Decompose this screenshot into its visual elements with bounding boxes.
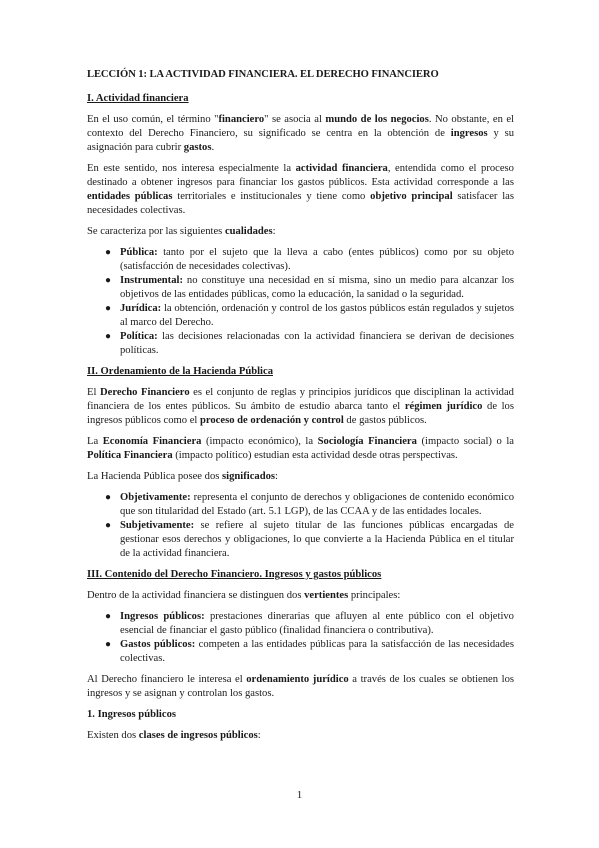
- list-item: [87, 302, 514, 330]
- bold-text: Derecho Financiero: [99, 387, 190, 398]
- bold-text: régimen jurídico: [404, 401, 483, 412]
- paragraph: [87, 225, 514, 239]
- bullet-term: Objetivamente:: [120, 492, 191, 503]
- paragraph: [87, 589, 514, 603]
- bullet-icon: ●: [105, 275, 112, 286]
- bullet-icon: ●: [105, 303, 112, 314]
- paragraph: [87, 435, 514, 463]
- paragraph: [87, 673, 514, 701]
- paragraph: [87, 386, 514, 428]
- section-heading-3: III. Contenido del Derecho Financiero. Ingresos y gastos públicos: [87, 569, 382, 580]
- bold-text: clases de ingresos públicos: [138, 730, 258, 741]
- text: (impacto social) o la: [416, 436, 514, 447]
- bullet-list: [87, 491, 514, 561]
- bold-text: gastos: [183, 142, 212, 153]
- text: satisfacer las necesidades colectivas.: [87, 191, 514, 216]
- bullet-text: prestaciones dinerarias que afluyen al ente público con el objetivo esencial de financiar el gasto público (finalidad financiera o contributiva).: [120, 611, 514, 636]
- text: .: [211, 142, 215, 153]
- text: territoriales e institucionales y tiene como: [172, 191, 371, 202]
- bullet-icon: ●: [105, 331, 112, 342]
- section-heading-1: I. Actividad financiera: [87, 93, 189, 104]
- bold-text: Política Financiera: [87, 450, 173, 461]
- text: En este sentido, nos interesa especialmente la: [87, 163, 296, 174]
- text: Dentro de la actividad financiera se distinguen dos: [87, 590, 305, 601]
- bullet-text: no constituye una necesidad en sí misma, sino un medio para alcanzar los objetivos de las entidades públicas, como la educación, la sanidad o la seguridad.: [120, 275, 514, 300]
- text: La Hacienda Pública posee dos: [87, 471, 223, 482]
- text: El: [87, 387, 100, 398]
- bold-text: financiero: [218, 114, 265, 125]
- bullet-term: Subjetivamente:: [120, 520, 195, 531]
- list-item: [87, 610, 514, 638]
- bold-text: mundo de los negocios: [325, 114, 429, 125]
- text: :: [272, 226, 276, 237]
- bold-text: Economía Financiera: [102, 436, 202, 447]
- bullet-text: las decisiones relacionadas con la actividad financiera se derivan de decisiones políticas.: [120, 331, 514, 356]
- paragraph: [87, 162, 514, 218]
- bullet-term: Política:: [120, 331, 158, 342]
- text: de gastos públicos.: [343, 415, 427, 426]
- bullet-text: competen a las entidades públicas para la satisfacción de las necesidades colectivas.: [120, 639, 514, 664]
- text: principales:: [348, 590, 401, 601]
- list-item: [87, 274, 514, 302]
- bold-text: ordenamiento jurídico: [246, 674, 349, 685]
- text: Existen dos: [87, 730, 139, 741]
- text: . No obstante, en el contexto del Derecho Financiero, su significado se centra en la obtención de: [87, 114, 514, 139]
- bold-text: actividad financiera: [295, 163, 388, 174]
- page-content: [87, 68, 514, 750]
- list-item: [87, 330, 514, 358]
- bullet-list: [87, 610, 514, 666]
- text: (impacto económico), la: [201, 436, 318, 447]
- bold-text: cualidades: [224, 226, 273, 237]
- bullet-icon: ●: [105, 611, 112, 622]
- text: :: [275, 471, 278, 482]
- bold-text: objetivo principal: [370, 191, 453, 202]
- text: a través de los cuales se obtienen los ingresos y se asignan y controlan los gastos.: [87, 674, 514, 699]
- text: (impacto político) estudian esta actividad desde otras perspectivas.: [172, 450, 458, 461]
- list-item: [87, 491, 514, 519]
- text: de los ingresos públicos como el: [87, 401, 514, 426]
- bold-text: ingresos: [450, 128, 488, 139]
- paragraph: [87, 113, 514, 155]
- bullet-term: Ingresos públicos:: [120, 611, 205, 622]
- lesson-title: LECCIÓN 1: LA ACTIVIDAD FINANCIERA. EL DERECHO FINANCIERO: [87, 69, 439, 80]
- text: :: [257, 730, 261, 741]
- list-item: [87, 519, 514, 561]
- paragraph: [87, 470, 514, 484]
- bold-text: entidades públicas: [87, 191, 173, 202]
- bullet-icon: ●: [105, 492, 112, 503]
- section-heading-2: II. Ordenamiento de la Hacienda Pública: [87, 366, 273, 377]
- paragraph: [87, 729, 514, 743]
- bullet-term: Pública:: [120, 247, 158, 258]
- text: , entendida como el proceso destinado a obtener ingresos para financiar los gastos públicos. Esta actividad corresponde a las: [87, 163, 514, 188]
- bullet-term: Jurídica:: [120, 303, 162, 314]
- bold-text: vertientes: [304, 590, 349, 601]
- text: En el uso común, el término ": [87, 114, 219, 125]
- bullet-text: tanto por el sujeto que la lleva a cabo (entes públicos) como por su objeto (satisfacción de necesidades colectivas).: [120, 247, 514, 272]
- text: " se asocia al: [264, 114, 326, 125]
- bullet-text: representa el conjunto de derechos y obligaciones de contenido económico que son titularidad del Estado (art. 5.1 LGP), de las CCAA y de las entidades locales.: [120, 492, 514, 517]
- bullet-text: la obtención, ordenación y control de los gastos públicos están regulados y sujetos al marco del Derecho.: [120, 303, 514, 328]
- bullet-list: [87, 246, 514, 358]
- text: Se caracteriza por las siguientes: [87, 226, 225, 237]
- bullet-term: Gastos públicos:: [120, 639, 196, 650]
- bullet-text: se refiere al sujeto titular de las funciones públicas encargadas de gestionar esos derechos y obligaciones, lo que convierte a la Hacienda Pública en el titular de la actividad financiera.: [120, 520, 514, 559]
- bullet-term: Instrumental:: [120, 275, 183, 286]
- bullet-icon: ●: [105, 247, 112, 258]
- text: es el conjunto de reglas y principios jurídicos que disciplinan la actividad financiera de los entes públicos. Su ámbito de estudio abarca tanto el: [87, 387, 514, 412]
- text: Al Derecho financiero le interesa el: [87, 674, 247, 685]
- text: y su asignación para cubrir: [87, 128, 515, 153]
- list-item: [87, 246, 514, 274]
- list-item: [87, 638, 514, 666]
- bold-text: proceso de ordenación y control: [199, 415, 344, 426]
- text: La: [87, 436, 103, 447]
- bold-text: significados: [222, 471, 276, 482]
- bullet-icon: ●: [105, 520, 112, 531]
- page-number: 1: [296, 789, 303, 801]
- subsection-heading: 1. Ingresos públicos: [87, 709, 176, 720]
- bullet-icon: ●: [105, 639, 112, 650]
- bold-text: Sociología Financiera: [317, 436, 417, 447]
